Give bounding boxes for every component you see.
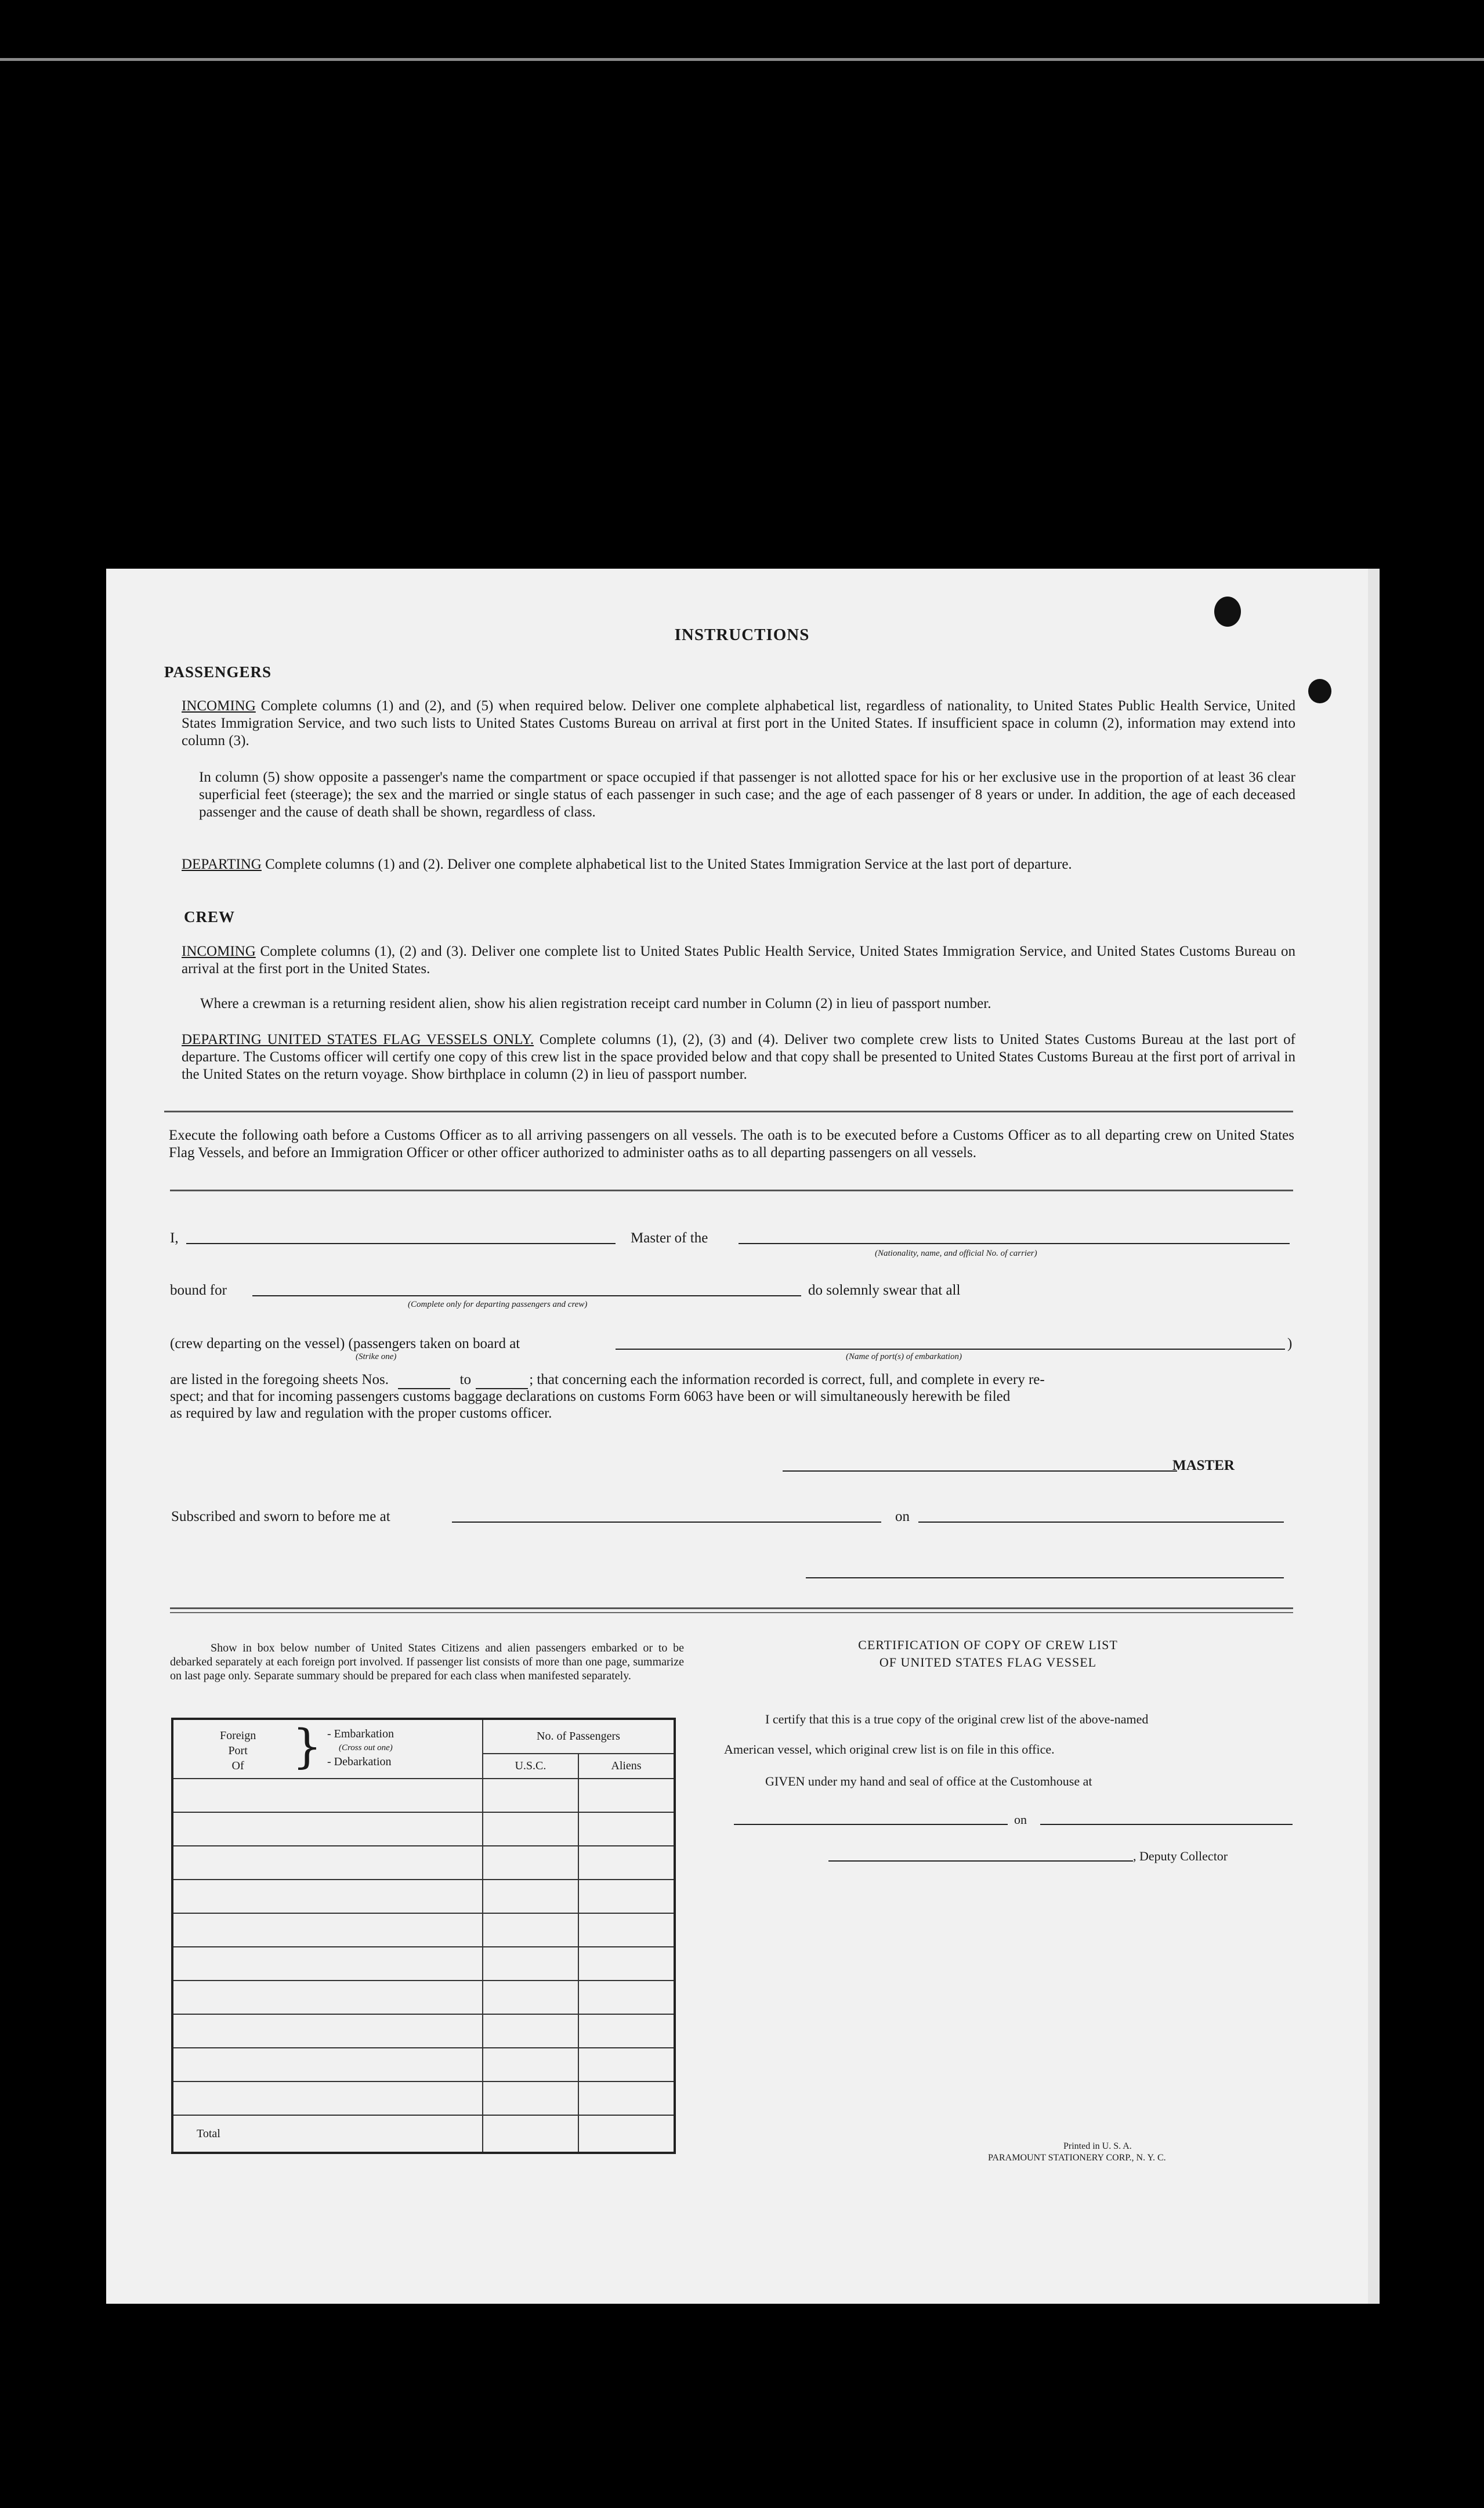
total-label: Total: [172, 2115, 483, 2153]
brace-icon: }: [292, 1719, 322, 1773]
crew-incoming-text: Complete columns (1), (2) and (3). Deliver one complete list to United States Public Health Service, United States Immigration Service, and United States Customs Bureau on arrival at the first port in the United States.: [182, 944, 1295, 977]
carrier-caption: (Nationality, name, and official No. of carrier): [875, 1249, 1037, 1258]
total-row: [172, 2115, 675, 2153]
listed-line-3: as required by law and regulation with the proper customs officer.: [170, 1405, 552, 1421]
officer-signature-field[interactable]: [806, 1577, 1284, 1578]
master-signature-field[interactable]: [783, 1470, 1177, 1472]
listed-text-b: ; that concerning each the information recorded is correct, full, and complete in every re-: [529, 1372, 1045, 1387]
crew-departing-label: DEPARTING UNITED STATES FLAG VESSELS ONLY.: [182, 1032, 534, 1047]
oath-intro: Execute the following oath before a Customs Officer as to all arriving passengers on all vessels. The oath is to be executed before a Customs Officer as to all departing crew on United States Flag Vessels, and before an Immigration Officer or other officer authorized to administer oaths as to all departing passengers on all vessels.: [169, 1127, 1294, 1161]
table-row: [172, 1880, 675, 1913]
passengers-incoming-paragraph: [182, 698, 1295, 750]
ink-blot: [1308, 679, 1331, 703]
paper-edge: [1368, 569, 1380, 2304]
table-header-row: [172, 1719, 675, 1754]
listed-line-1: [170, 1372, 1045, 1389]
usc-header: U.S.C.: [483, 1754, 578, 1779]
bound-caption: (Complete only for departing passengers and crew): [408, 1300, 588, 1309]
table-row: [172, 1981, 675, 2014]
passengers-departing-label: DEPARTING: [182, 857, 262, 872]
crew-heading: CREW: [184, 908, 236, 926]
master-of-the-label: Master of the: [631, 1230, 708, 1246]
sheet-from-field[interactable]: [398, 1372, 450, 1389]
scan-border-line: [0, 58, 1484, 61]
crew-departing-text: (crew departing on the vessel) (passengers taken on board at: [170, 1336, 520, 1351]
oath-i-label: I,: [170, 1230, 179, 1246]
master-name-field[interactable]: [186, 1243, 616, 1244]
port-embarkation-field[interactable]: [616, 1349, 1285, 1350]
divider: [164, 1111, 1293, 1112]
crew-incoming-label: INCOMING: [182, 944, 256, 959]
no-of-passengers-header: No. of Passengers: [483, 1719, 675, 1754]
sworn-place-field[interactable]: [452, 1522, 881, 1523]
listed-text-a: are listed in the foregoing sheets Nos.: [170, 1372, 389, 1387]
cross-out-label: (Cross out one): [339, 1743, 393, 1752]
passengers-incoming-text: Complete columns (1) and (2), and (5) when required below. Deliver one complete alphabetical list, regardless of nationality, to United States Public Health Service, United States Immigration Service, and two such lists to United States Customs Bureau on arrival at first port in the United States. If insufficient space in column (2), information may extend into column (3).: [182, 698, 1295, 749]
certification-on: on: [1014, 1812, 1027, 1827]
crew-resident-paragraph: Where a crewman is a returning resident alien, show his alien registration receipt card number in Column (2) in lieu of passport number.: [200, 996, 991, 1011]
port-label: Port: [228, 1744, 248, 1757]
crew-departing-text: Complete columns (1), (2), (3) and (4). Deliver two complete crew lists to United States Customs Bureau at the last port of departure. The Customs officer will certify one copy of this crew list in the space provided below and that copy shall be presented to United States Customs Bureau at the first port of arrival in the United States on the return voyage. Show birthplace in column (2) in lieu of passport number.: [182, 1032, 1296, 1082]
deputy-collector-label: , Deputy Collector: [1133, 1849, 1228, 1863]
sworn-on-label: on: [895, 1509, 910, 1524]
subscribed-label: Subscribed and sworn to before me at: [171, 1509, 390, 1524]
divider: [170, 1190, 1293, 1191]
crew-departing-paragraph: [182, 1031, 1295, 1083]
column5-paragraph: In column (5) show opposite a passenger's name the compartment or space occupied if that passenger is not allotted space for his or her exclusive use in the proportion of at least 36 clear superficial feet (steerage); the sex and the married or single status of each passenger in such case; and the age of each passenger of 8 years or under. In addition, the age of each deceased passenger and the cause of death shall be shown, regardless of class.: [199, 769, 1295, 820]
deputy-signature-field[interactable]: [828, 1860, 1133, 1862]
close-paren: ): [1287, 1336, 1293, 1351]
summary-note: Show in box below number of United States Citizens and alien passengers embarked or to be debarked separately at each foreign port involved. If passenger list consists of more than one page, summarize on last page only. Separate summary should be prepared for each class when manifested separately.: [170, 1642, 684, 1682]
of-label: Of: [231, 1759, 244, 1772]
instructions-title: INSTRUCTIONS: [674, 626, 810, 644]
table-row: [172, 2081, 675, 2115]
table-row: [172, 1846, 675, 1880]
divider: [170, 1607, 1293, 1609]
certification-date-field[interactable]: [1040, 1824, 1293, 1825]
master-label: MASTER: [1172, 1458, 1235, 1473]
strike-one-caption: (Strike one): [356, 1352, 397, 1361]
passengers-departing-paragraph: [182, 856, 1295, 873]
form-page: [106, 569, 1378, 2304]
ink-blot: [1214, 597, 1241, 627]
certification-heading-2: OF UNITED STATES FLAG VESSEL: [879, 1655, 1097, 1669]
printer-line-2: PARAMOUNT STATIONERY CORP., N. Y. C.: [988, 2153, 1166, 2163]
embarkation-label: - Embarkation: [327, 1728, 394, 1740]
passengers-incoming-label: INCOMING: [182, 698, 256, 714]
table-row: [172, 1947, 675, 1981]
certification-text-2: American vessel, which original crew list is on file in this office.: [724, 1742, 1055, 1757]
port-header-cell: [172, 1719, 483, 1779]
passengers-departing-text: Complete columns (1) and (2). Deliver one complete alphabetical list to the United States Immigration Service at the last port of departure.: [265, 857, 1072, 872]
swear-text: do solemnly swear that all: [808, 1282, 961, 1298]
crew-incoming-paragraph: [182, 943, 1295, 978]
printer-line-1: Printed in U. S. A.: [1063, 2141, 1132, 2151]
debarkation-label: - Debarkation: [327, 1755, 392, 1768]
customhouse-field[interactable]: [734, 1824, 1008, 1825]
passengers-heading: PASSENGERS: [164, 663, 272, 681]
listed-to: to: [459, 1372, 471, 1387]
table-row: [172, 2014, 675, 2048]
table-row: [172, 1779, 675, 1812]
table-row: [172, 1812, 675, 1846]
bound-for-label: bound for: [170, 1282, 227, 1298]
divider: [170, 1612, 1293, 1613]
passenger-summary-table: [171, 1718, 676, 2154]
certification-text-1: I certify that this is a true copy of the original crew list of the above-named: [765, 1712, 1149, 1726]
table-row: [172, 1913, 675, 1947]
certification-heading-1: CERTIFICATION OF COPY OF CREW LIST: [858, 1638, 1118, 1652]
bound-for-field[interactable]: [252, 1295, 801, 1296]
sheet-to-field[interactable]: [476, 1372, 528, 1389]
aliens-header: Aliens: [578, 1754, 675, 1779]
certification-given: GIVEN under my hand and seal of office at the Customhouse at: [765, 1774, 1092, 1788]
listed-line-2: spect; and that for incoming passengers customs baggage declarations on customs Form 6063 have been or will simultaneously herewith be filed: [170, 1389, 1011, 1404]
foreign-label: Foreign: [220, 1729, 256, 1742]
port-caption: (Name of port(s) of embarkation): [846, 1352, 962, 1361]
sworn-date-field[interactable]: [918, 1522, 1284, 1523]
table-row: [172, 2048, 675, 2081]
carrier-field[interactable]: [739, 1243, 1290, 1244]
